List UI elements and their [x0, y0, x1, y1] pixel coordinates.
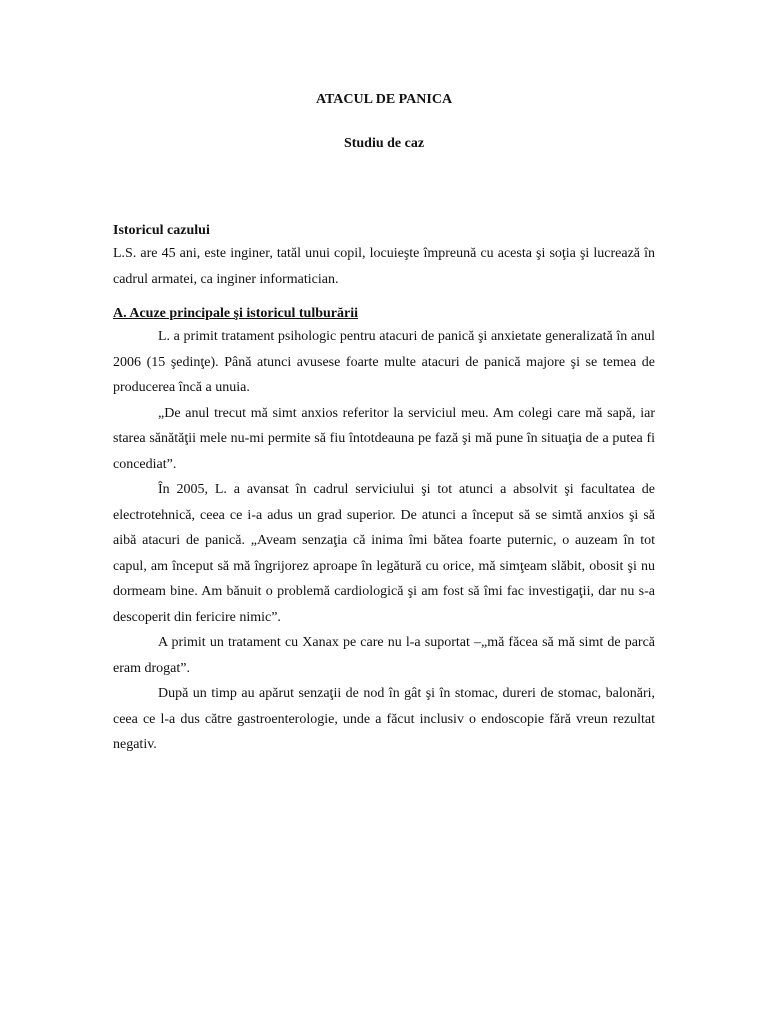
section-heading-istoric: Istoricul cazului	[113, 223, 210, 238]
document-subtitle: Studiu de caz	[343, 136, 425, 151]
paragraph-acuze-5: După un timp au apărut senzaţii de nod în gât şi în stomac, dureri de stomac, balonări, ceea ce l-a dus către gastroenterologie, unde a făcut inclusiv o endoscopie fără vreun rezultat negativ.	[113, 686, 655, 752]
paragraph-acuze-1: L. a primit tratament psihologic pentru atacuri de panică şi anxietate generalizată în anul 2006 (15 şedinţe). Până atunci avusese foarte multe atacuri de panică majore şi se temea de producerea încă a unuia.	[113, 329, 655, 395]
paragraph-acuze-2: „De anul trecut mă simt anxios referitor la serviciul meu. Am colegi care mă sapă, iar starea sănătăţii mele nu-mi permite să fiu întotdeauna pe fază şi mă pune în situaţia de a putea fi concediat”.	[113, 405, 655, 472]
paragraph-istoric: L.S. are 45 ani, este inginer, tatăl unui copil, locuieşte împreună cu acesta şi soţia şi lucrează în cadrul armatei, ca inginer informatician.	[113, 246, 655, 287]
section-heading-acuze: A. Acuze principale şi istoricul tulburării	[113, 306, 358, 321]
document-body	[113, 90, 655, 758]
paragraph-acuze-4: A primit un tratament cu Xanax pe care nu l-a suportat –„mă făcea să mă simt de parcă eram drogat”.	[113, 635, 655, 676]
paragraph-acuze-3: În 2005, L. a avansat în cadrul serviciului şi tot atunci a absolvit şi facultatea de electrotehnică, ceea ce i-a adus un grad superior. De atunci a început să se simtă anxios şi să aibă atacuri de panică. „Aveam senzaţia că inima îmi bătea foarte puternic, o auzeam în tot capul, am început să mă îngrijorez aproape în legătură cu orice, mă simţeam slăbit, obosit şi nu dormeam bine. Am bănuit o problemă cardiologică şi am fost să îmi fac investigaţii, dar nu s-a descoperit din fericire nimic”.	[113, 482, 655, 625]
document-title: ATACUL DE PANICA	[315, 92, 453, 107]
